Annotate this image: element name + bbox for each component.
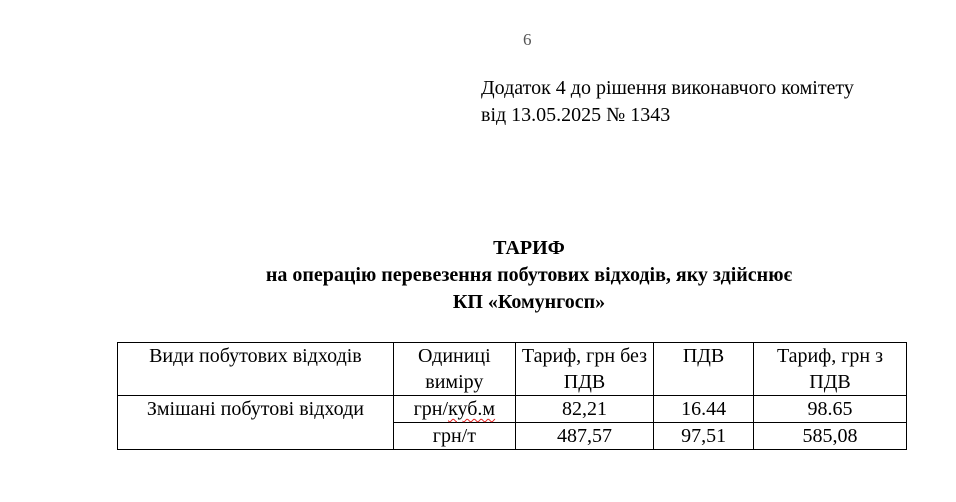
cell-waste-type: Змішані побутові відходи — [118, 396, 394, 450]
header-tariff-with-vat: Тариф, грн з ПДВ — [754, 343, 907, 396]
appendix-note — [481, 75, 854, 129]
table-header-row — [118, 343, 907, 396]
cell-vat: 97,51 — [654, 423, 754, 450]
header-tariff-no-vat: Тариф, грн без ПДВ — [515, 343, 653, 396]
header-unit: Одиниці виміру — [393, 343, 515, 396]
appendix-line-1: Додаток 4 до рішення виконавчого комітету — [481, 77, 854, 99]
cell-tariff-with-vat: 585,08 — [754, 423, 907, 450]
title-line-1: ТАРИФ — [493, 237, 565, 259]
title-line-3: КП «Комунгосп» — [452, 291, 606, 313]
cell-unit — [393, 396, 515, 423]
unit-prefix: грн/ — [413, 398, 449, 420]
document-title — [0, 235, 956, 316]
cell-tariff-with-vat: 98.65 — [754, 396, 907, 423]
header-waste-type: Види побутових відходів — [118, 343, 394, 396]
appendix-line-2: від 13.05.2025 № 1343 — [481, 104, 671, 126]
cell-vat: 16.44 — [654, 396, 754, 423]
unit-spellcheck-marked: куб.м — [448, 398, 496, 420]
cell-tariff-no-vat: 487,57 — [515, 423, 653, 450]
title-line-2: на операцію перевезення побутових відходів, яку здійснює — [265, 264, 793, 286]
page-number: 6 — [523, 30, 532, 49]
header-vat: ПДВ — [654, 343, 754, 396]
table-row — [118, 396, 907, 423]
tariff-table — [117, 342, 907, 450]
cell-tariff-no-vat: 82,21 — [515, 396, 653, 423]
cell-unit: грн/т — [393, 423, 515, 450]
